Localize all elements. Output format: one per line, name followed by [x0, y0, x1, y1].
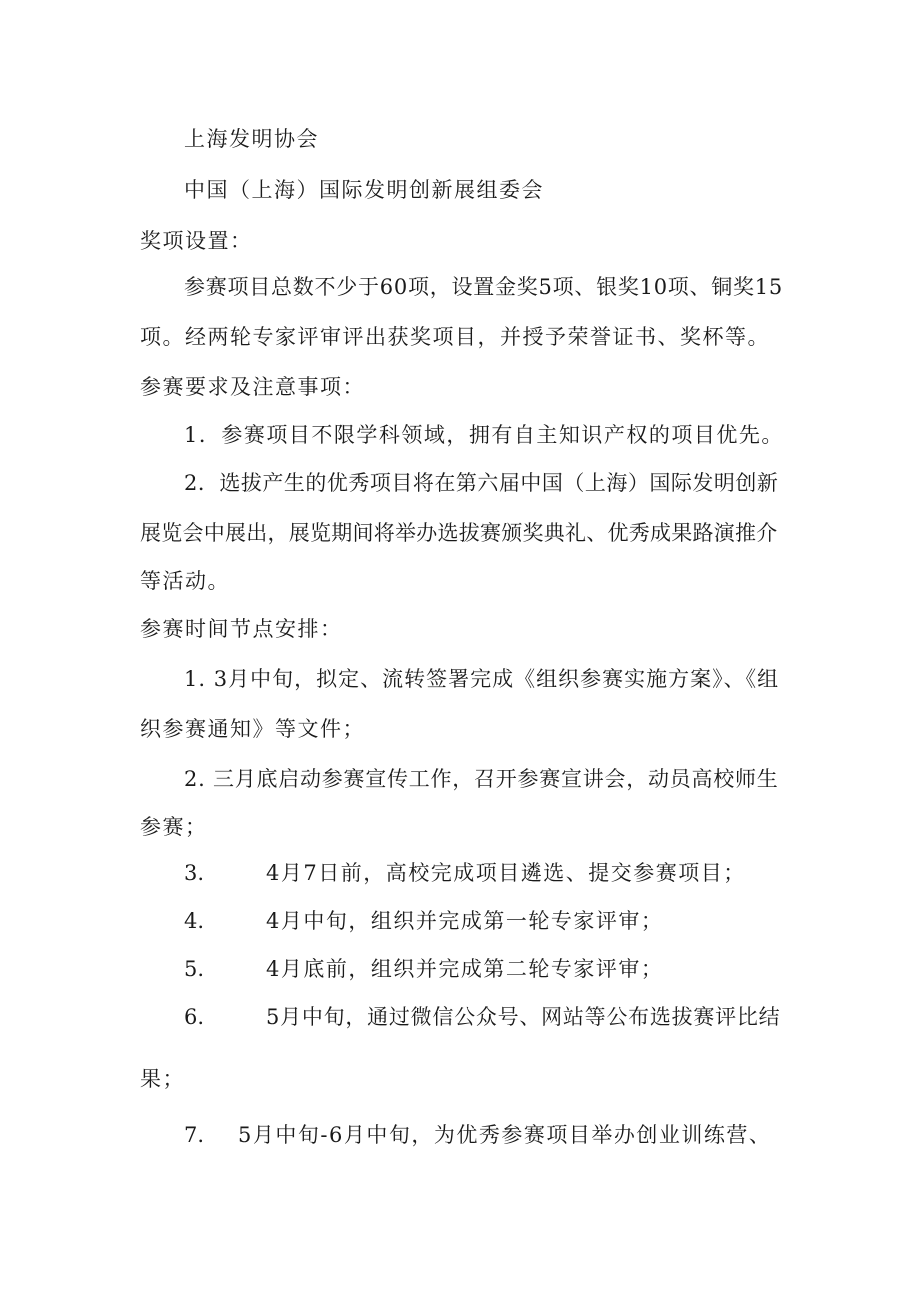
schedule-item-2-line1: 2. 三月底启动参赛宣传工作，召开参赛宣讲会，动员高校师生: [184, 767, 779, 791]
schedule-item-3-number: 3.: [184, 861, 205, 885]
requirement-item-2-line2: 展览会中展出，展览期间将举办选拔赛颁奖典礼、优秀成果路演推介: [140, 521, 778, 545]
schedule-item-2-line2: 参赛；: [140, 815, 208, 839]
schedule-item-3-text: 4月7日前，高校完成项目遴选、提交参赛项目；: [266, 861, 746, 885]
schedule-item-4-number: 4.: [184, 909, 205, 933]
schedule-item-6-number: 6.: [184, 1005, 205, 1029]
requirement-item-2-line1: 2．选拔产生的优秀项目将在第六届中国（上海）国际发明创新: [184, 471, 779, 495]
schedule-item-6-line2: 果；: [140, 1067, 185, 1091]
awards-paragraph-line1: 参赛项目总数不少于60项，设置金奖5项、银奖10项、铜奖15: [184, 275, 784, 299]
requirement-item-1: 1．参赛项目不限学科领域，拥有自主知识产权的项目优先。: [184, 423, 784, 447]
schedule-item-4-text: 4月中旬，组织并完成第一轮专家评审；: [266, 909, 664, 933]
requirement-item-2-line3: 等活动。: [140, 569, 230, 593]
section-heading-schedule: 参赛时间节点安排：: [140, 617, 343, 641]
schedule-item-6-text: 5月中旬，通过微信公众号、网站等公布选拔赛评比结: [266, 1005, 781, 1029]
schedule-item-5-number: 5.: [184, 957, 205, 981]
awards-paragraph-line2: 项。经两轮专家评审评出获奖项目，并授予荣誉证书、奖杯等。: [140, 325, 770, 349]
org-name-2: 中国（上海）国际发明创新展组委会: [184, 178, 544, 202]
schedule-item-7-text: 5月中旬-6月中旬，为优秀参赛项目举办创业训练营、: [238, 1123, 772, 1147]
schedule-item-5-text: 4月底前，组织并完成第二轮专家评审；: [266, 957, 664, 981]
section-heading-requirements: 参赛要求及注意事项：: [140, 375, 365, 399]
schedule-item-7-number: 7.: [184, 1123, 205, 1147]
schedule-item-1-line1: 1. 3月中旬，拟定、流转签署完成《组织参赛实施方案》、《组: [184, 667, 780, 691]
schedule-item-1-line2: 织参赛通知》等文件；: [140, 717, 365, 741]
section-heading-awards: 奖项设置：: [140, 229, 253, 253]
org-name-1: 上海发明协会: [184, 127, 319, 151]
